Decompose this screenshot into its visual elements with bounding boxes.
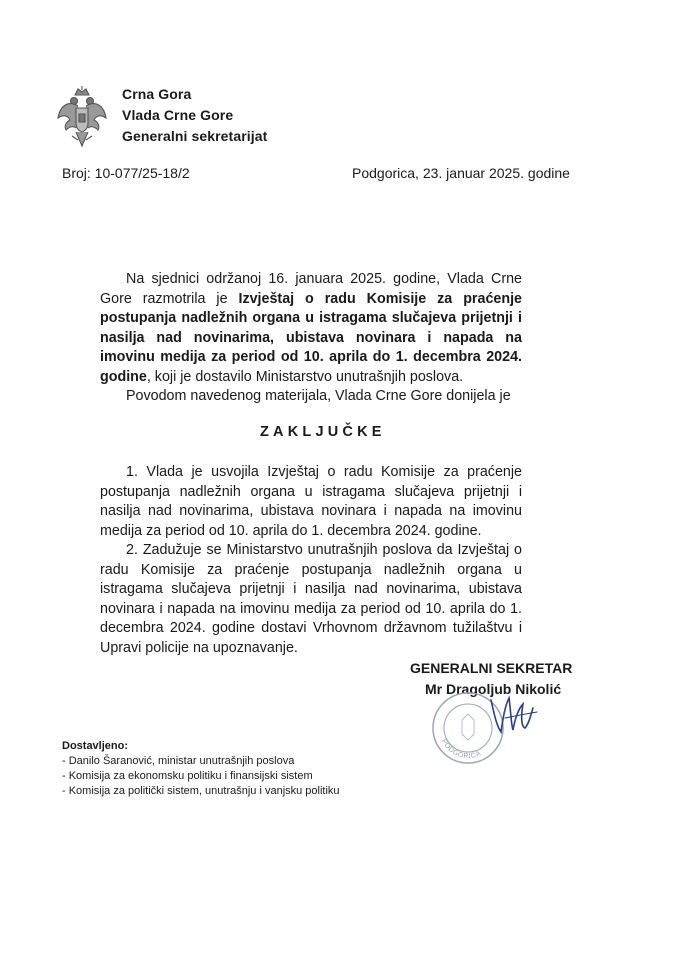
report-title: Izvještaj o radu Komisije za praćenje postupanja nadležnih organa u istragama slučajeva prijetnji i nasilja nad novinarima, ubistava novinara i napada na imovinu medija za period od 10. aprila do 1. decembra 2024. godine xyxy=(100,290,523,385)
conclusion-2-text: 2. Zadužuje se Ministarstvo unutrašnjih poslova da Izvještaj o radu Komisije za praćenje postupanja nadležnih organa u istragama slučajeva prijetnji i nasilja nad novinarima, ubistava novinara i napada na imovinu medija za period od 10. aprila do 1. decembra 2024. godine dostavi Vrhovnom državnom tužilaštvu i Upravi policije na upoznavanje. xyxy=(100,542,522,656)
svg-text:PODGORICA xyxy=(440,738,482,760)
intro-paragraph xyxy=(100,270,522,387)
document-number: Broj: 10-077/25-18/2 xyxy=(62,165,190,181)
header-country: Crna Gora xyxy=(122,86,192,102)
delivered-title: Dostavljeno: xyxy=(62,740,129,752)
place-and-date: Podgorica, 23. januar 2025. godine xyxy=(352,165,570,181)
conclusion-2 xyxy=(100,541,522,658)
header-secretariat: Generalni sekretarijat xyxy=(122,128,268,144)
signatory-title: GENERALNI SEKRETAR xyxy=(410,660,573,676)
handwritten-signature xyxy=(485,688,545,738)
conclusion-1-text: 1. Vlada je usvojila Izvještaj o radu Komisije za praćenje postupanja nadležnih organa u istragama slučajeva prijetnji i nasilja nad novinarima, ubistava novinara i napada na imovinu medija za period od 10. aprila do 1. decembra 2024. godine. xyxy=(100,464,522,539)
intro-text-1: Na sjednici održanoj 16. januara 2025. godine, Vlada Crne Gore razmotrila je xyxy=(100,271,522,307)
delivered-item: - Komisija za ekonomsku politiku i finansijski sistem xyxy=(62,770,313,782)
conclusions-title: ZAKLJUČKE xyxy=(260,424,386,440)
intro-line-2-text: Povodom navedenog materijala, Vlada Crne Gore donijela je xyxy=(126,388,511,404)
coat-of-arms-icon xyxy=(56,86,108,150)
delivered-item: - Komisija za politički sistem, unutrašnju i vanjsku politiku xyxy=(62,785,340,797)
delivered-item: - Danilo Šaranović, ministar unutrašnjih poslova xyxy=(62,755,295,767)
header-government: Vlada Crne Gore xyxy=(122,107,234,123)
intro-text-3: , koji je dostavilo Ministarstvo unutrašnjih poslova. xyxy=(146,368,464,385)
intro-line-2 xyxy=(100,387,522,407)
conclusion-1 xyxy=(100,463,522,541)
stamp-text: PODGORICA xyxy=(440,738,483,761)
signatory-name: Mr Dragoljub Nikolić xyxy=(425,681,562,697)
